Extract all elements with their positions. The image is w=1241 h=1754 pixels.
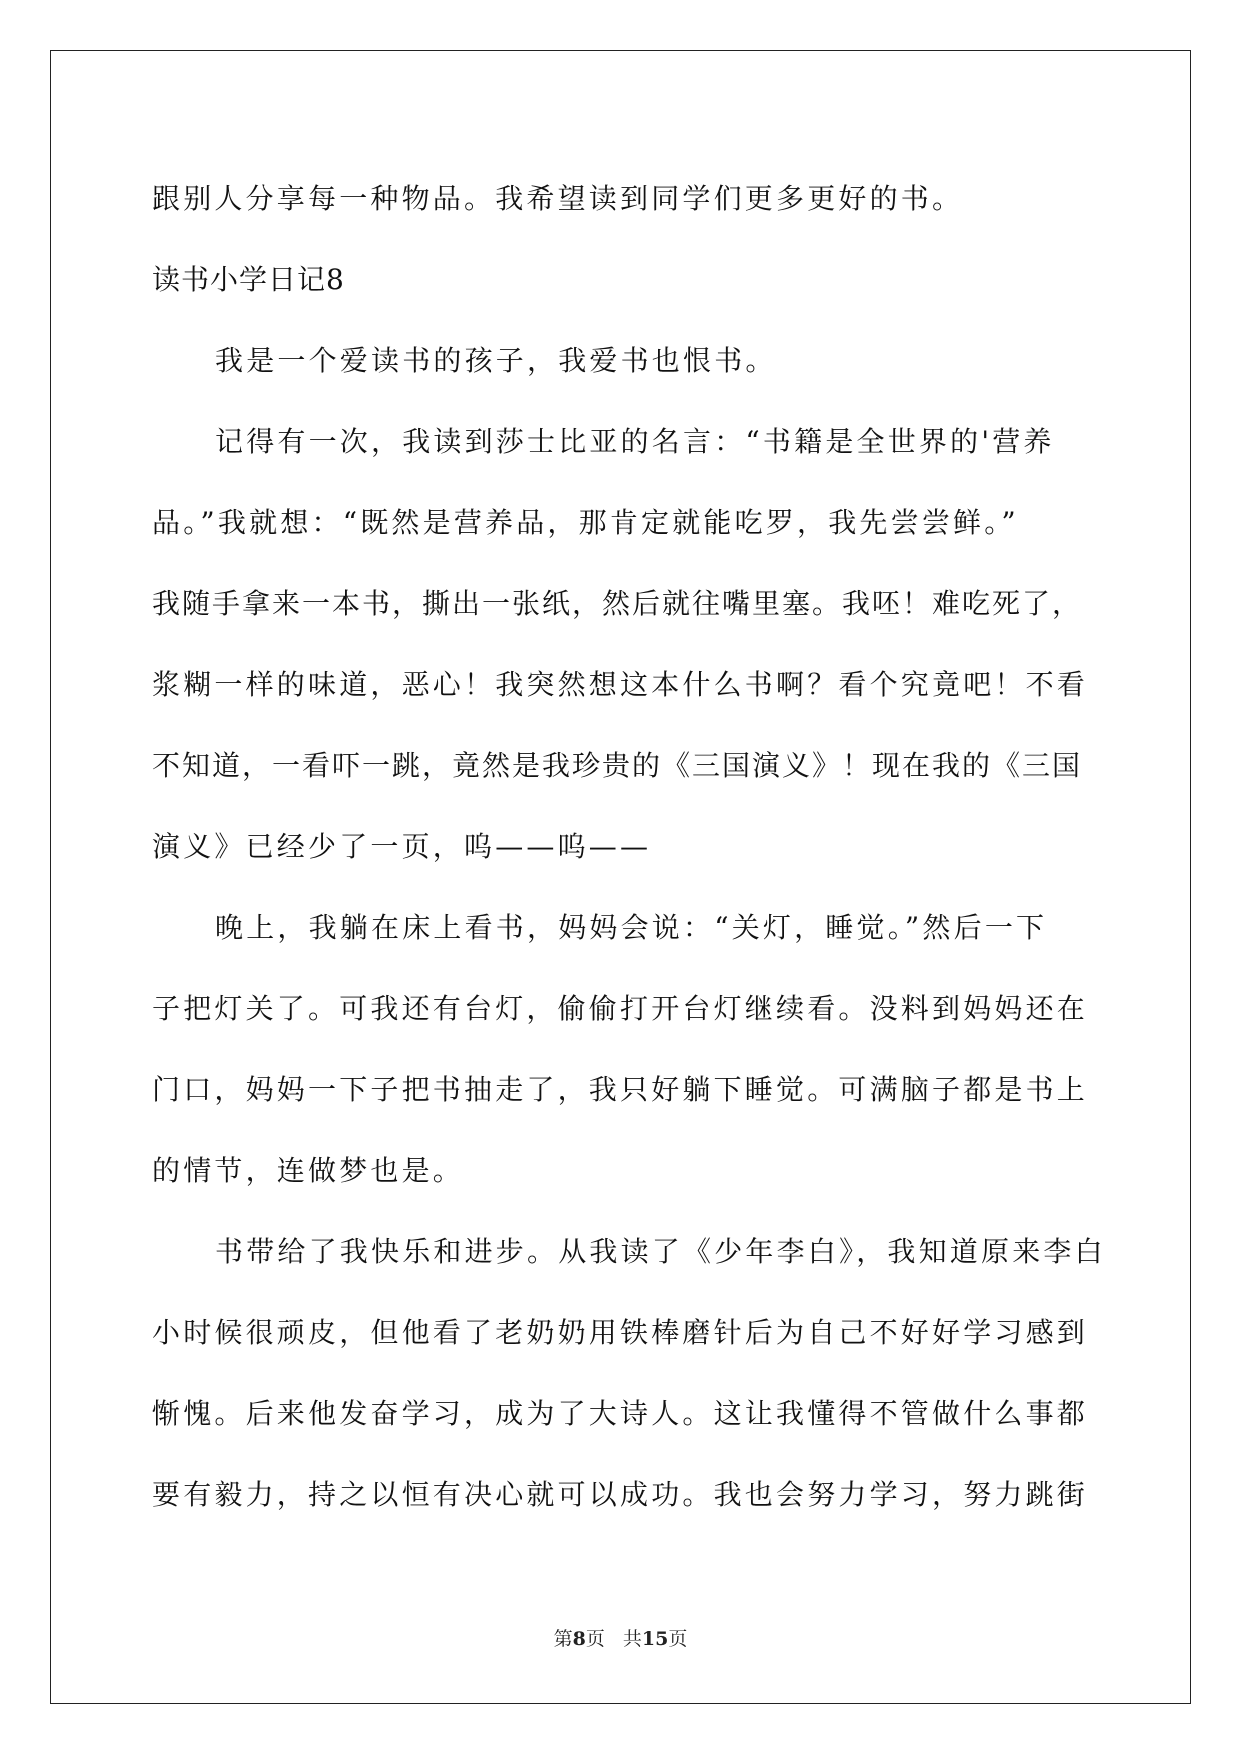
document-body — [152, 158, 1106, 1535]
paragraph-line: 演义》已经少了一页，呜——呜—— — [152, 830, 652, 863]
footer-page-number: 8 — [572, 1628, 586, 1650]
paragraph-line: 不知道，一看吓一跳，竟然是我珍贵的《三国演义》！现在我的《三国 — [152, 749, 1083, 782]
paragraph-line: 惭愧。后来他发奋学习，成为了大诗人。这让我懂得不管做什么事都 — [152, 1397, 1089, 1430]
page-footer — [0, 1624, 1241, 1651]
paragraph-line: 晚上，我躺在床上看书，妈妈会说：“关灯，睡觉。”然后一下 — [215, 911, 1048, 944]
paragraph-line: 记得有一次，我读到莎士比亚的名言：“书籍是全世界的'营养 — [215, 425, 1055, 458]
paragraph-line: 子把灯关了。可我还有台灯，偷偷打开台灯继续看。没料到妈妈还在 — [152, 992, 1089, 1025]
paragraph-line: 跟别人分享每一种物品。我希望读到同学们更多更好的书。 — [152, 182, 964, 215]
paragraph-line: 我是一个爱读书的孩子，我爱书也恨书。 — [215, 344, 777, 377]
paragraph-line: 品。”我就想：“既然是营养品，那肯定就能吃罗，我先尝尝鲜。” — [152, 506, 1019, 539]
paragraph-line: 要有毅力，持之以恒有决心就可以成功。我也会努力学习，努力跳街 — [152, 1478, 1089, 1511]
paragraph-line: 书带给了我快乐和进步。从我读了《少年李白》，我知道原来李白 — [215, 1235, 1106, 1268]
paragraph-line: 门口，妈妈一下子把书抽走了，我只好躺下睡觉。可满脑子都是书上 — [152, 1073, 1089, 1106]
footer-page-suffix: 页 — [585, 1628, 605, 1650]
paragraph-line: 小时候很顽皮，但他看了老奶奶用铁棒磨针后为自己不好好学习感到 — [152, 1316, 1089, 1349]
section-heading: 读书小学日记8 — [152, 263, 345, 296]
paragraph-line: 我随手拿来一本书，撕出一张纸，然后就往嘴里塞。我呸！难吃死了， — [152, 587, 1083, 620]
paragraph-line: 浆糊一样的味道，恶心！我突然想这本什么书啊？看个究竟吧！不看 — [152, 668, 1089, 701]
footer-page-prefix: 第 — [553, 1628, 573, 1650]
footer-total-pages: 15 — [641, 1628, 669, 1650]
paragraph-line: 的情节，连做梦也是。 — [152, 1154, 465, 1187]
footer-total-prefix: 共 — [622, 1628, 642, 1650]
footer-total-suffix: 页 — [668, 1628, 688, 1650]
